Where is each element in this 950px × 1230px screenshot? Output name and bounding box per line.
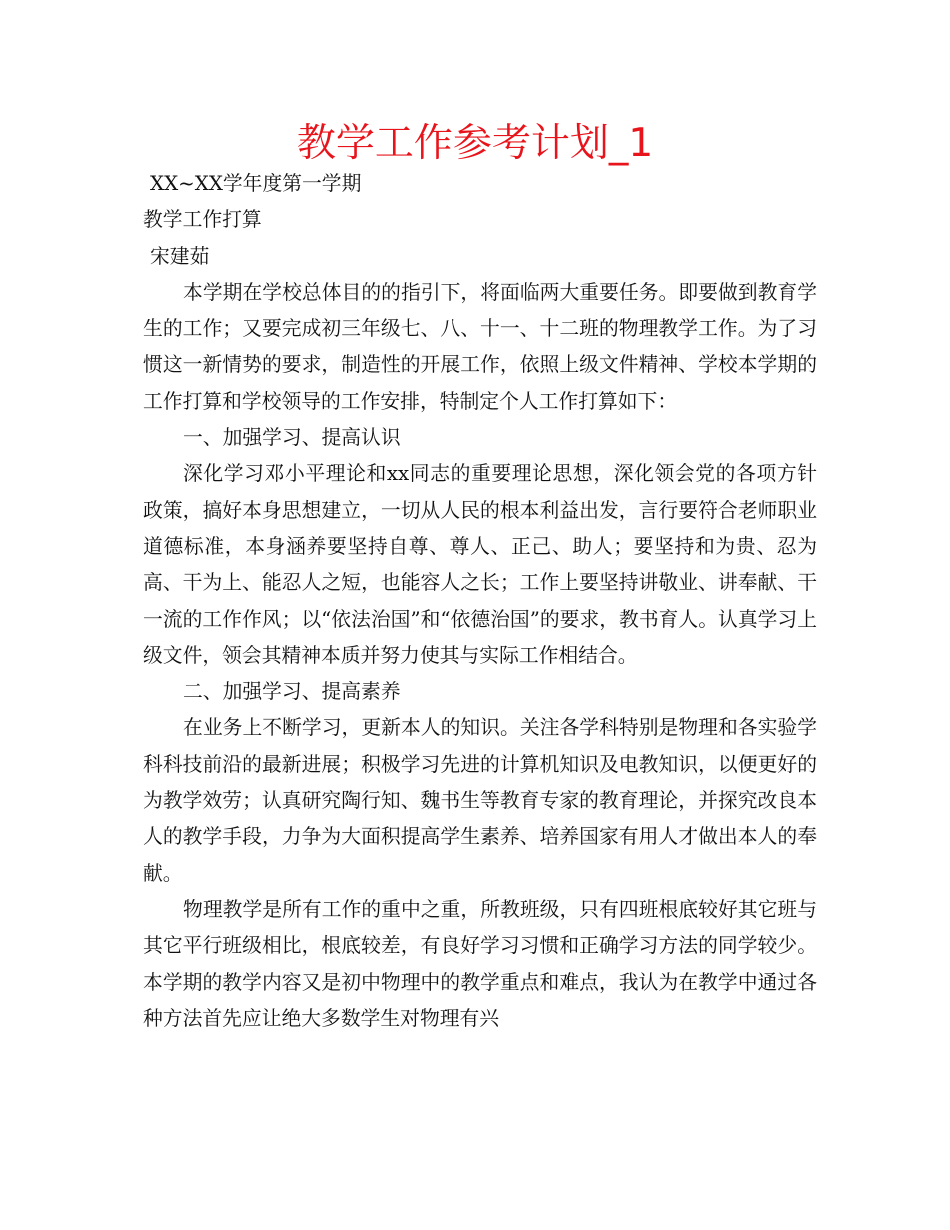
intro-paragraph: 本学期在学校总体目的的指引下，将面临两大重要任务。即要做到教育学生的工作；又要完成初三年级七、八、十一、十二班的物理教学工作。为了习惯这一新情势的要求，制造性的开展工作，依照上级文件精神、学校本学期的工作打算和学校领导的工作安排，特制定个人工作打算如下：	[143, 280, 817, 413]
document-body	[143, 166, 817, 1037]
physics-paragraph: 物理教学是所有工作的重中之重，所教班级，只有四班根底较好其它班与其它平行班级相比，根底较差，有良好学习习惯和正确学习方法的同学较少。本学期的教学内容又是初中物理中的教学重点和难点，我认为在教学中通过各种方法首先应让绝大多数学生对物理有兴	[143, 897, 817, 1030]
section-heading-2: 二、加强学习、提高素养	[183, 680, 401, 704]
author-name: 宋建茹	[150, 244, 210, 268]
document-title: 教学工作参考计划_1	[296, 121, 654, 166]
section-paragraph-2: 在业务上不断学习，更新本人的知识。关注各学科特别是物理和各实验学科科技前沿的最新进展；积极学习先进的计算机知识及电教知识，以便更好的为教学效劳；认真研究陶行知、魏书生等教育专家的教育理论，并探究改良本人的教学手段，力争为大面积提高学生素养、培养国家有用人才做出本人的奉献。	[143, 716, 817, 885]
plan-label: 教学工作打算	[143, 208, 262, 232]
section-paragraph-1: 深化学习邓小平理论和xx同志的重要理论思想，深化领会党的各项方针政策，搞好本身思想建立，一切从人民的根本利益出发，言行要符合老师职业道德标准，本身涵养要坚持自尊、尊人、正己、助人；要坚持和为贵、忍为高、干为上、能忍人之短，也能容人之长；工作上要坚持讲敬业、讲奉献、干一流的工作作风；以“依法治国”和“依德治国”的要求，教书育人。认真学习上级文件，领会其精神本质并努力使其与实际工作相结合。	[143, 462, 817, 667]
term-line: XX~XX学年度第一学期	[150, 172, 362, 195]
section-heading-1: 一、加强学习、提高认识	[183, 426, 401, 450]
